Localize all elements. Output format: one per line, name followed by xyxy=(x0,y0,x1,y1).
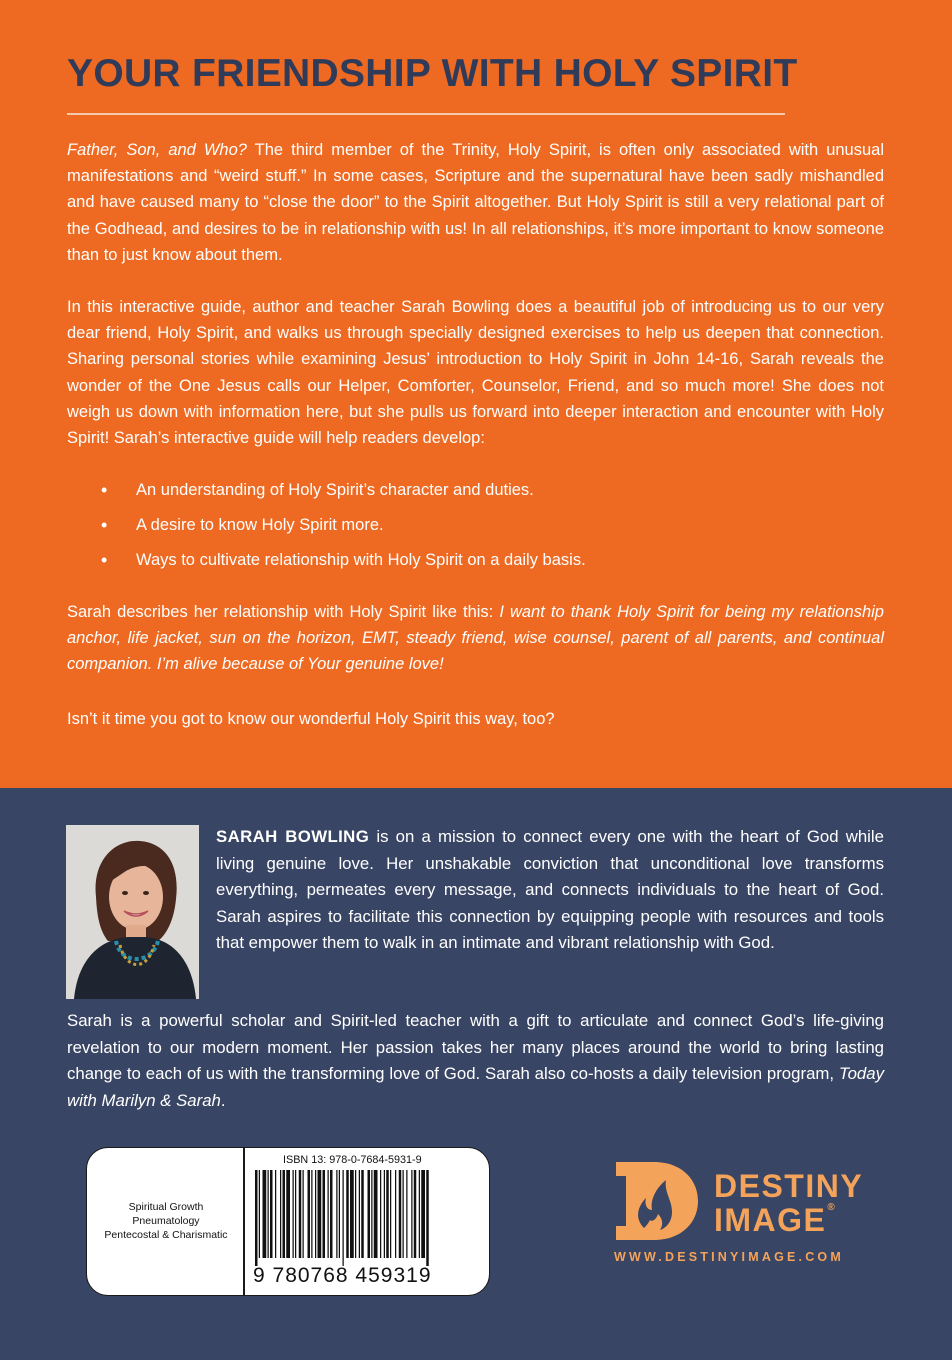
intro-rest: The third member of the Trinity, Holy Spirit, is often only associated with unusual manifestations and “weird stuff.” In some cases, Scripture and the supernatural have been sadly mishandled and have caused many to “close the door” to the Spirit altogether. But Holy Spirit is still a very relational part of the Godhead, and desires to be in relationship with us! In all relationships, it’s more important to know someone than to just know about them. xyxy=(67,141,884,264)
publisher-name-image: IMAGE xyxy=(714,1202,827,1238)
benefit-item: • Ways to cultivate relationship with Holy Spirit on a daily basis. xyxy=(67,547,884,582)
barcode-bar xyxy=(311,1170,312,1258)
benefit-item: • An understanding of Holy Spirit’s character and duties. xyxy=(67,477,884,512)
barcode-icon xyxy=(251,1170,477,1266)
barcode-bar xyxy=(293,1170,294,1258)
guide-paragraph: In this interactive guide, author and teacher Sarah Bowling does a beautiful job of introducing us to our very dear friend, Holy Spirit, and walks us through specially designed exercises to help us deepen that connection. Sharing personal stories while examining Jesus’ introduction to Holy Spirit in John 14-16, Sarah reveals the wonder of the One Jesus calls our Helper, Comforter, Counselor, Friend, and so much more! She does not weigh us down with information here, but she pulls us forward into deeper interaction and encounter with Holy Spirit! Sarah’s interactive guide will help readers develop: xyxy=(67,298,884,448)
category-item: Pneumatology xyxy=(132,1215,200,1227)
barcode-bar xyxy=(355,1170,356,1258)
barcode-bar xyxy=(295,1170,296,1258)
barcode-bar xyxy=(406,1170,407,1258)
registered-mark: ® xyxy=(827,1202,837,1213)
barcode-bar xyxy=(323,1170,326,1258)
author-bio-intro xyxy=(216,824,884,957)
author-bio-detail xyxy=(67,1008,884,1114)
barcode-bar xyxy=(346,1170,349,1258)
barcode-bar xyxy=(368,1170,371,1258)
barcode-bar xyxy=(426,1170,429,1266)
barcode-bar xyxy=(268,1170,269,1258)
tv-program-title: Today with Marilyn & Sarah xyxy=(67,1064,884,1110)
barcode-bar xyxy=(419,1170,420,1258)
barcode-bar xyxy=(411,1170,412,1258)
isbn-label: ISBN 13: 978-0-7684-5931-9 xyxy=(283,1154,422,1166)
barcode-bar xyxy=(259,1170,260,1258)
barcode-bar xyxy=(339,1170,340,1258)
publisher-name-line2 xyxy=(714,1202,836,1239)
barcode-bar xyxy=(270,1170,273,1258)
author-portrait-illustration xyxy=(66,825,199,999)
barcode-number: 9 780768 459319 xyxy=(253,1264,432,1287)
publisher-url: WWW.DESTINYIMAGE.COM xyxy=(614,1250,844,1264)
bio-detail-end: . xyxy=(220,1090,226,1110)
barcode-bar xyxy=(336,1170,337,1258)
barcode-bar xyxy=(359,1170,360,1258)
barcode-bar xyxy=(371,1170,372,1258)
category-list xyxy=(93,1200,239,1242)
barcode-bar xyxy=(414,1170,417,1258)
barcode-bar xyxy=(384,1170,385,1258)
author-photo xyxy=(66,825,199,999)
publisher-name-line1: DESTINY xyxy=(714,1168,864,1204)
category-item: Pentecostal & Charismatic xyxy=(104,1229,228,1241)
benefit-item: • A desire to know Holy Spirit more. xyxy=(67,512,884,547)
barcode-bar xyxy=(386,1170,389,1258)
barcode-bar xyxy=(280,1170,281,1258)
author-bio-rest: is on a mission to connect every one with the heart of God while living genuine love. Her unshakable conviction that unconditional love transforms everything, permeates every message, and connects individuals to the heart of God. Sarah aspires to facilitate this connection by equipping people with resources and tools that empower them to walk in an intimate and vibrant relationship with God. xyxy=(216,827,884,953)
barcode-bar xyxy=(299,1170,302,1258)
cover-title: YOUR FRIENDSHIP WITH HOLY SPIRIT xyxy=(67,52,798,95)
barcode-bar xyxy=(255,1170,258,1266)
destiny-image-logo-icon xyxy=(614,1160,700,1242)
barcode-bar xyxy=(390,1170,391,1258)
barcode-bar xyxy=(286,1170,290,1258)
barcode-bar xyxy=(374,1170,378,1258)
quote-italic: I want to thank Holy Spirit for being my relationship anchor, life jacket, sun on the horizon, EMT, steady friend, wise counsel, parent of all parents, and continual companion. I’m alive because of Your genuine love! xyxy=(67,603,884,674)
quote-paragraph xyxy=(67,599,884,678)
barcode-bar xyxy=(318,1170,322,1258)
barcode-bar xyxy=(403,1170,404,1258)
barcode-bar xyxy=(350,1170,354,1258)
barcode-bar xyxy=(343,1170,344,1266)
closing-question: Isn’t it time you got to know our wonderful Holy Spirit this way, too? xyxy=(67,710,555,728)
barcode-bar xyxy=(308,1170,311,1258)
category-item: Spiritual Growth xyxy=(128,1201,204,1213)
quote-lead: Sarah describes her relationship with Holy Spirit like this: xyxy=(67,603,500,621)
title-underline xyxy=(67,113,785,115)
benefit-list xyxy=(67,477,884,582)
barcode-bar xyxy=(380,1170,381,1258)
intro-paragraph xyxy=(67,137,884,268)
barcode-bar xyxy=(399,1170,402,1258)
barcode-bar xyxy=(421,1170,425,1258)
author-name: SARAH BOWLING xyxy=(216,827,370,846)
barcode-bar xyxy=(263,1170,267,1258)
barcode-bar xyxy=(361,1170,364,1258)
barcode-bar xyxy=(275,1170,276,1258)
barcode-box xyxy=(86,1147,490,1296)
barcode-bar xyxy=(315,1170,316,1258)
intro-italic: Father, Son, and Who? xyxy=(67,141,247,159)
barcode-bar xyxy=(303,1170,304,1258)
barcode-bar xyxy=(283,1170,286,1258)
barcode-bar xyxy=(330,1170,333,1258)
barcode-divider xyxy=(243,1148,245,1295)
barcode-bar xyxy=(328,1170,329,1258)
barcode-bar xyxy=(395,1170,396,1258)
bio-detail-lead: Sarah is a powerful scholar and Spirit-led teacher with a gift to articulate and connect God’s life-giving revelation to our modern moment. Her passion takes her many places around the world to bring lasting change to each of us with the transforming love of God. Sarah also co-hosts a daily television program, xyxy=(67,1011,884,1084)
